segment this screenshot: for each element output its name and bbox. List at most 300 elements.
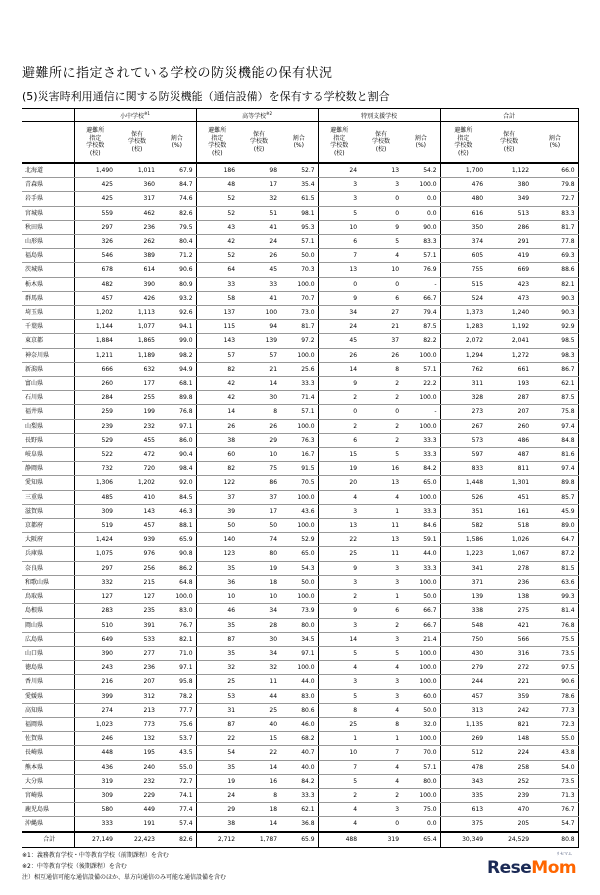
table-cell: 19 xyxy=(318,462,360,476)
table-cell: 65.9 xyxy=(158,533,196,547)
table-cell: 38 xyxy=(196,817,238,832)
table-cell: 75.5 xyxy=(532,632,578,646)
table-cell: 1,448 xyxy=(440,476,486,490)
table-cell: 82.6 xyxy=(158,832,196,848)
prefecture-name: 岡山県 xyxy=(22,618,74,632)
table-cell: 54.0 xyxy=(532,760,578,774)
table-cell: 127 xyxy=(116,590,158,604)
table-cell: 84.7 xyxy=(158,178,196,192)
table-cell: 518 xyxy=(486,519,532,533)
table-cell: 244 xyxy=(440,675,486,689)
table-row xyxy=(22,405,578,419)
table-cell: 350 xyxy=(440,220,486,234)
table-cell: 37 xyxy=(196,490,238,504)
table-cell: 36.8 xyxy=(280,817,318,832)
prefecture-subheader xyxy=(22,122,74,164)
prefecture-name: 青森県 xyxy=(22,178,74,192)
table-cell: 90.3 xyxy=(532,291,578,305)
table-cell: 52 xyxy=(196,249,238,263)
page-title: 避難所に指定されている学校の防災機能の保有状況 xyxy=(22,66,333,81)
table-cell: 74 xyxy=(238,533,280,547)
table-cell: 360 xyxy=(116,178,158,192)
table-cell: 84.2 xyxy=(402,462,440,476)
table-cell: 287 xyxy=(486,391,532,405)
table-cell: 2 xyxy=(318,391,360,405)
table-cell: 309 xyxy=(74,504,116,518)
table-cell: 3 xyxy=(318,575,360,589)
table-cell: 13 xyxy=(318,519,360,533)
table-cell: 71.0 xyxy=(158,646,196,660)
table-cell: 32.0 xyxy=(402,717,440,731)
table-cell: 161 xyxy=(486,504,532,518)
table-cell: 88.6 xyxy=(532,263,578,277)
table-cell: 100.0 xyxy=(402,348,440,362)
table-cell: 57 xyxy=(196,348,238,362)
table-cell: 548 xyxy=(440,618,486,632)
table-cell: 390 xyxy=(116,277,158,291)
table-cell: 79.4 xyxy=(402,306,440,320)
table-cell: 4 xyxy=(360,703,402,717)
table-cell: 76.9 xyxy=(402,263,440,277)
table-cell: 15 xyxy=(238,732,280,746)
table-cell: 3 xyxy=(318,675,360,689)
table-cell: 524 xyxy=(440,291,486,305)
table-cell: 90.3 xyxy=(532,306,578,320)
table-cell: 33.3 xyxy=(280,788,318,802)
table-cell: 3 xyxy=(318,192,360,206)
table-cell: 277 xyxy=(116,646,158,660)
table-cell: 236 xyxy=(116,220,158,234)
table-cell: 522 xyxy=(74,448,116,462)
table-cell: 99.3 xyxy=(532,590,578,604)
table-cell: 14 xyxy=(238,760,280,774)
table-cell: 1,306 xyxy=(74,476,116,490)
table-cell: 54.3 xyxy=(280,561,318,575)
table-cell: 99.0 xyxy=(158,334,196,348)
table-cell: 69.3 xyxy=(532,249,578,263)
table-cell: 269 xyxy=(440,732,486,746)
table-cell: 148 xyxy=(486,732,532,746)
table-cell: 1,011 xyxy=(116,163,158,178)
table-cell: 26 xyxy=(318,348,360,362)
table-cell: 45.9 xyxy=(532,504,578,518)
table-cell: 43.8 xyxy=(532,746,578,760)
table-cell: 97.4 xyxy=(532,419,578,433)
table-cell: 34 xyxy=(318,306,360,320)
table-cell: 143 xyxy=(116,504,158,518)
table-cell: 100.0 xyxy=(280,661,318,675)
table-cell: 526 xyxy=(440,490,486,504)
table-cell: 13 xyxy=(360,533,402,547)
table-cell: 177 xyxy=(116,377,158,391)
table-cell: 26 xyxy=(238,419,280,433)
table-cell: 449 xyxy=(116,803,158,817)
table-cell: 7 xyxy=(318,249,360,263)
table-cell: 566 xyxy=(486,632,532,646)
table-cell: 4 xyxy=(360,249,402,263)
prefecture-name: 福岡県 xyxy=(22,717,74,731)
table-cell: 100.0 xyxy=(280,348,318,362)
table-cell: 70.5 xyxy=(280,476,318,490)
table-cell: 19 xyxy=(196,774,238,788)
table-cell: 92.0 xyxy=(158,476,196,490)
table-cell: 16.7 xyxy=(280,448,318,462)
table-cell: 97.1 xyxy=(158,661,196,675)
table-cell: 597 xyxy=(440,448,486,462)
table-cell: 93.2 xyxy=(158,291,196,305)
table-cell: 100.0 xyxy=(280,490,318,504)
table-cell: 6 xyxy=(318,433,360,447)
table-cell: 40.7 xyxy=(280,746,318,760)
table-cell: 43.5 xyxy=(158,746,196,760)
table-row xyxy=(22,334,578,348)
table-cell: 309 xyxy=(74,788,116,802)
table-cell: 8 xyxy=(318,703,360,717)
prefecture-name: 鳥取県 xyxy=(22,590,74,604)
table-cell: 311 xyxy=(440,377,486,391)
prefecture-name: 奈良県 xyxy=(22,561,74,575)
table-cell: 98.1 xyxy=(280,206,318,220)
table-row xyxy=(22,277,578,291)
table-cell: 46.0 xyxy=(280,717,318,731)
table-cell: 82 xyxy=(196,362,238,376)
footnotes xyxy=(22,850,226,883)
table-cell: 82.2 xyxy=(402,334,440,348)
table-cell: 78.2 xyxy=(158,689,196,703)
table-cell: 40.0 xyxy=(280,760,318,774)
table-cell: 0.0 xyxy=(402,192,440,206)
table-cell: 939 xyxy=(116,533,158,547)
table-row xyxy=(22,774,578,788)
table-cell: 419 xyxy=(486,249,532,263)
column-header-designated: 避難所 指定 学校数 (校) xyxy=(74,122,116,164)
table-cell: 137 xyxy=(196,306,238,320)
table-cell: 41 xyxy=(238,220,280,234)
prefecture-name: 徳島県 xyxy=(22,661,74,675)
table-cell: 100.0 xyxy=(158,590,196,604)
table-cell: 82 xyxy=(196,462,238,476)
table-cell: 2 xyxy=(360,419,402,433)
table-cell: 236 xyxy=(116,661,158,675)
prefecture-name: 福島県 xyxy=(22,249,74,263)
table-cell: 35 xyxy=(196,760,238,774)
prefecture-name: 北海道 xyxy=(22,163,74,178)
table-cell: 100.0 xyxy=(280,277,318,291)
table-cell: 15 xyxy=(318,448,360,462)
table-cell: 18 xyxy=(238,575,280,589)
group-header: 特別支援学校 xyxy=(318,109,440,122)
table-cell: 14 xyxy=(196,405,238,419)
table-cell: 333 xyxy=(74,817,116,832)
table-cell: 77.7 xyxy=(158,703,196,717)
table-cell: 10 xyxy=(238,590,280,604)
table-cell: 7 xyxy=(360,746,402,760)
prefecture-name: 長崎県 xyxy=(22,746,74,760)
table-cell: 68.2 xyxy=(280,732,318,746)
table-cell: 425 xyxy=(74,192,116,206)
prefecture-name: 茨城県 xyxy=(22,263,74,277)
table-cell: 50 xyxy=(238,519,280,533)
table-cell: 4 xyxy=(318,661,360,675)
table-cell: 232 xyxy=(116,774,158,788)
table-cell: 140 xyxy=(196,533,238,547)
table-cell: 3 xyxy=(318,618,360,632)
group-header: 高等学校$^{※2}$ xyxy=(196,109,318,122)
table-cell: 32 xyxy=(238,192,280,206)
table-cell: 44.0 xyxy=(402,547,440,561)
prefecture-name: 千葉県 xyxy=(22,320,74,334)
table-cell: 89.8 xyxy=(158,391,196,405)
prefecture-name: 三重県 xyxy=(22,490,74,504)
table-cell: 720 xyxy=(116,462,158,476)
table-cell: 284 xyxy=(74,391,116,405)
table-cell: 83.0 xyxy=(158,604,196,618)
table-cell: 25 xyxy=(196,675,238,689)
prefecture-name: 和歌山県 xyxy=(22,575,74,589)
prefecture-name: 愛知県 xyxy=(22,476,74,490)
table-cell: 98.3 xyxy=(532,348,578,362)
prefecture-name: 東京都 xyxy=(22,334,74,348)
table-cell: 349 xyxy=(486,192,532,206)
table-cell: 75 xyxy=(238,462,280,476)
table-cell: 278 xyxy=(486,561,532,575)
table-cell: 661 xyxy=(486,362,532,376)
prefecture-name: 岐阜県 xyxy=(22,448,74,462)
table-cell: 3 xyxy=(360,575,402,589)
table-cell: 81.5 xyxy=(532,561,578,575)
table-row xyxy=(22,206,578,220)
table-cell: 10 xyxy=(196,590,238,604)
table-cell: 6 xyxy=(318,235,360,249)
table-cell: 821 xyxy=(486,717,532,731)
table-cell: 35.4 xyxy=(280,178,318,192)
table-cell: 316 xyxy=(486,646,532,660)
table-cell: 58 xyxy=(196,291,238,305)
table-cell: 98 xyxy=(238,163,280,178)
table-cell: 64.8 xyxy=(158,575,196,589)
table-cell: 256 xyxy=(116,561,158,575)
table-cell: 252 xyxy=(486,774,532,788)
table-cell: 29 xyxy=(238,433,280,447)
table-cell: 191 xyxy=(116,817,158,832)
table-cell: 6 xyxy=(360,604,402,618)
table-cell: 17 xyxy=(238,504,280,518)
table-cell: 45 xyxy=(238,263,280,277)
table-cell: 57 xyxy=(238,348,280,362)
prefecture-name: 島根県 xyxy=(22,604,74,618)
table-cell: 9 xyxy=(360,220,402,234)
table-row xyxy=(22,490,578,504)
table-cell: 811 xyxy=(486,462,532,476)
table-cell: 94.9 xyxy=(158,362,196,376)
table-row xyxy=(22,519,578,533)
table-cell: 82.6 xyxy=(158,206,196,220)
table-cell: 8 xyxy=(238,405,280,419)
table-cell: 10 xyxy=(238,448,280,462)
table-cell: 32 xyxy=(238,661,280,675)
table-cell: 4 xyxy=(318,817,360,832)
table-cell: 1 xyxy=(360,504,402,518)
column-header-ratio: 割合 (%) xyxy=(402,122,440,164)
table-cell: 138 xyxy=(486,590,532,604)
table-cell: 60.0 xyxy=(402,689,440,703)
table-cell: 2 xyxy=(360,618,402,632)
table-cell: 582 xyxy=(440,519,486,533)
table-cell: 76.8 xyxy=(532,618,578,632)
table-cell: 72.7 xyxy=(532,192,578,206)
table-cell: 221 xyxy=(486,675,532,689)
table-cell: 199 xyxy=(116,405,158,419)
table-cell: 273 xyxy=(440,405,486,419)
table-cell: 57.1 xyxy=(280,235,318,249)
table-cell: 235 xyxy=(116,604,158,618)
table-cell: 1,373 xyxy=(440,306,486,320)
column-header-row xyxy=(22,122,578,164)
table-cell: 0 xyxy=(318,405,360,419)
table-cell: 50.0 xyxy=(402,590,440,604)
table-cell: 380 xyxy=(486,178,532,192)
table-cell: 519 xyxy=(74,519,116,533)
table-cell: 10 xyxy=(360,263,402,277)
table-cell: 75.6 xyxy=(158,717,196,731)
prefecture-name: 神奈川県 xyxy=(22,348,74,362)
table-cell: 1,075 xyxy=(74,547,116,561)
table-cell: 71.2 xyxy=(158,249,196,263)
table-cell: 84.6 xyxy=(402,519,440,533)
prefecture-name: 京都府 xyxy=(22,519,74,533)
table-cell: 22.2 xyxy=(402,377,440,391)
table-cell: 24 xyxy=(318,163,360,178)
table-cell: 2 xyxy=(360,433,402,447)
table-cell: 328 xyxy=(440,391,486,405)
table-cell: 732 xyxy=(74,462,116,476)
table-cell: 215 xyxy=(116,575,158,589)
table-cell: 3 xyxy=(360,675,402,689)
table-cell: 37 xyxy=(238,490,280,504)
table-row xyxy=(22,178,578,192)
prefecture-name: 新潟県 xyxy=(22,362,74,376)
table-cell: 472 xyxy=(116,448,158,462)
table-cell: 1,787 xyxy=(238,832,280,848)
table-cell: 52 xyxy=(196,192,238,206)
table-row xyxy=(22,249,578,263)
table-cell: 78.6 xyxy=(532,689,578,703)
column-header-possessing: 保有 学校数 (校) xyxy=(486,122,532,164)
table-row xyxy=(22,760,578,774)
table-cell: 529 xyxy=(74,433,116,447)
table-row xyxy=(22,433,578,447)
table-row xyxy=(22,590,578,604)
table-cell: 80.8 xyxy=(532,832,578,848)
table-cell: 100.0 xyxy=(402,575,440,589)
table-cell: 87 xyxy=(196,632,238,646)
table-cell: 63.6 xyxy=(532,575,578,589)
table-row xyxy=(22,533,578,547)
table-cell: 0 xyxy=(360,277,402,291)
table-cell: 50.0 xyxy=(280,249,318,263)
table-cell: 390 xyxy=(74,646,116,660)
table-cell: 669 xyxy=(486,263,532,277)
table-cell: 457 xyxy=(116,519,158,533)
table-cell: 74.1 xyxy=(158,788,196,802)
table-cell: 0.0 xyxy=(402,817,440,832)
table-cell: 27 xyxy=(360,306,402,320)
table-row xyxy=(22,604,578,618)
table-row xyxy=(22,235,578,249)
table-cell: 90.4 xyxy=(158,448,196,462)
table-cell: 76.8 xyxy=(158,405,196,419)
table-cell: 391 xyxy=(116,618,158,632)
table-cell: 90.8 xyxy=(158,547,196,561)
prefecture-name: 山形県 xyxy=(22,235,74,249)
table-cell: 11 xyxy=(360,519,402,533)
table-cell: 24 xyxy=(238,235,280,249)
column-header-designated: 避難所 指定 学校数 (校) xyxy=(440,122,486,164)
table-cell: 213 xyxy=(116,703,158,717)
table-cell: 1,192 xyxy=(486,320,532,334)
table-row xyxy=(22,362,578,376)
table-cell: 30,349 xyxy=(440,832,486,848)
table-cell: 87.2 xyxy=(532,547,578,561)
table-cell: 224 xyxy=(486,746,532,760)
table-cell: 81.7 xyxy=(280,320,318,334)
prefecture-name: 鹿児島県 xyxy=(22,803,74,817)
table-cell: 423 xyxy=(486,277,532,291)
table-cell: 64.7 xyxy=(532,533,578,547)
table-cell: 19 xyxy=(238,561,280,575)
table-cell: 580 xyxy=(74,803,116,817)
prefecture-name: 長野県 xyxy=(22,433,74,447)
table-cell: 255 xyxy=(116,391,158,405)
table-cell: 16 xyxy=(238,774,280,788)
table-cell: 3 xyxy=(360,689,402,703)
table-cell: 259 xyxy=(74,405,116,419)
table-cell: 410 xyxy=(116,490,158,504)
table-cell: 3 xyxy=(318,178,360,192)
table-cell: 84.8 xyxy=(532,433,578,447)
column-header-possessing: 保有 学校数 (校) xyxy=(116,122,158,164)
table-cell: 240 xyxy=(116,760,158,774)
table-cell: 97.2 xyxy=(280,334,318,348)
table-cell: 5 xyxy=(318,646,360,660)
table-cell: 95.3 xyxy=(280,220,318,234)
table-cell: 374 xyxy=(440,235,486,249)
table-cell: 34.5 xyxy=(280,632,318,646)
table-cell: 43.6 xyxy=(280,504,318,518)
table-cell: 73.0 xyxy=(280,306,318,320)
table-cell: 14 xyxy=(238,377,280,391)
table-cell: 86.7 xyxy=(532,362,578,376)
table-cell: 5 xyxy=(318,206,360,220)
table-cell: 83.3 xyxy=(402,235,440,249)
table-cell: 3 xyxy=(360,561,402,575)
table-cell: 4 xyxy=(360,774,402,788)
table-cell: 1,202 xyxy=(74,306,116,320)
table-cell: 52 xyxy=(196,206,238,220)
table-row xyxy=(22,348,578,362)
table-cell: 430 xyxy=(440,646,486,660)
table-cell: 1,026 xyxy=(486,533,532,547)
table-cell: 286 xyxy=(486,220,532,234)
table-cell: 100.0 xyxy=(402,788,440,802)
table-cell: 614 xyxy=(116,263,158,277)
table-cell: 86.0 xyxy=(158,433,196,447)
table-cell: 94.1 xyxy=(158,320,196,334)
table-cell: 195 xyxy=(116,746,158,760)
table-cell: 66.0 xyxy=(532,163,578,178)
table-cell: 35 xyxy=(196,561,238,575)
table-cell: 123 xyxy=(196,547,238,561)
